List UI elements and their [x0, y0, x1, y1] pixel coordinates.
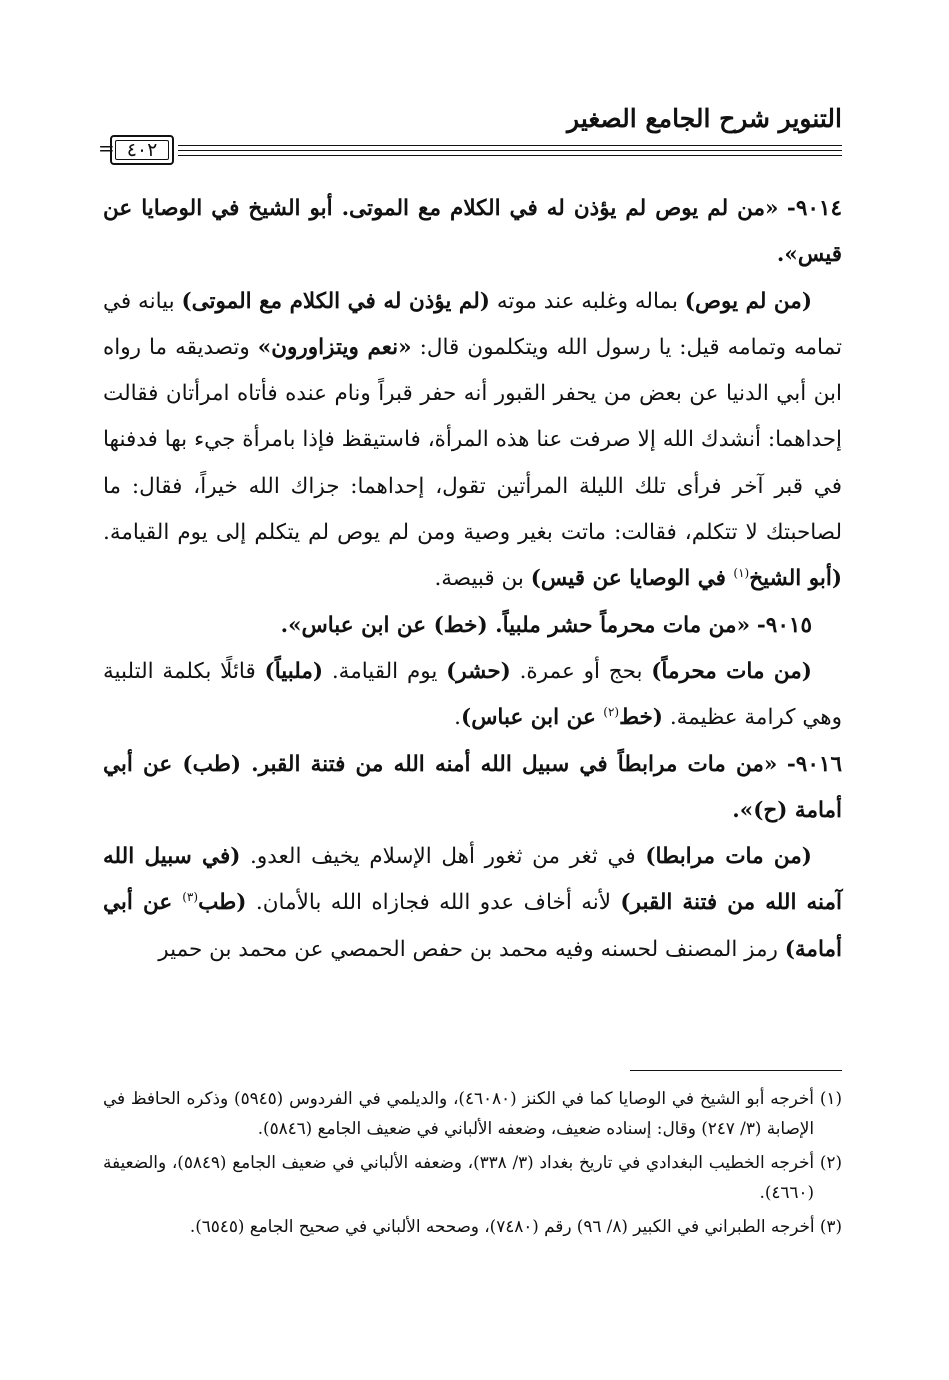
commentary-9016: [103, 834, 842, 973]
footnote-2: (٢) أخرجه الخطيب البغدادي في تاريخ بغداد (٣/ ٣٣٨)، وضعفه الألباني في ضعيف الجامع (٥٨٤٩)، والضعيفة (٤٦٦٠).: [103, 1152, 842, 1202]
matn-quote: (حشر): [446, 658, 511, 684]
source-quote: (أبو الشيخ: [749, 566, 842, 592]
commentary-text: وتصديقه ما رواه ابن أبي الدنيا عن بعض من يحفر القبور أنه حفر قبراً ونام عنده فأتاه امرأتان فقالت إحداهما: أنشدك الله إلا صرفت عنا هذه المرأة، فاستيقظ فإذا بامرأة جيء بها فدفنها في قبر آخر فرأى تلك الليلة المرأتين تقول، إحداهما: جزاك الله خيراً، فقال: ما لصاحبتك لا تتكلم، فقالت: ماتت بغير وصية ومن لم يوص لم يتكلم إلى يوم القيامة.: [103, 334, 842, 546]
ornament-mark: =: [98, 136, 115, 160]
footnote-separator: [630, 1070, 842, 1071]
footnote-1: (١) أخرجه أبو الشيخ في الوصايا كما في الكنز (٤٦٠٨٠)، والديلمي في الفردوس (٥٩٤٥) وذكره الحافظ في الإصابة (٣/ ٢٤٧) وقال: إسناده ضعيف، وضعفه الألباني في ضعيف الجامع (٥٨٤٦).: [103, 1088, 842, 1138]
commentary-text: بن قبيصة.: [434, 566, 531, 592]
hadith-9015: [103, 603, 842, 649]
commentary-9015: [103, 649, 842, 742]
hadith-9014: [103, 186, 842, 279]
header-rule: [178, 145, 842, 146]
hadith-text: «من لم يوص لم يؤذن له في الكلام مع الموتى. أبو الشيخ في الوصايا عن قيس».: [103, 196, 842, 268]
source-quote: (طب: [198, 890, 247, 916]
matn-quote: «نعم ويتزاورون»: [257, 334, 412, 360]
source-quote: عن أبي أمامة): [103, 890, 842, 962]
footnotes: [103, 1083, 842, 1245]
source-quote: في الوصايا عن قيس): [530, 566, 734, 592]
commentary-text: بيانه في تمامه وتمامه قيل: يا رسول الله ويتكلمون قال:: [103, 288, 842, 360]
matn-quote: (من مات محرماً): [651, 658, 812, 684]
hadith-number: ٩٠١٤-: [786, 196, 843, 221]
hadith-number: ٩٠١٦-: [786, 751, 842, 777]
hadith-9016: [103, 742, 842, 835]
footnote-3: (٣) أخرجه الطبراني في الكبير (٨/ ٩٦) رقم (٧٤٨٠)، وصححه الألباني في صحيح الجامع (٦٥٤٥).: [189, 1216, 842, 1236]
commentary-text: بحج أو عمرة.: [510, 658, 652, 684]
header-rule: [178, 155, 842, 156]
source-quote: (خط: [619, 705, 663, 731]
header-rule: [178, 150, 842, 151]
commentary-9014: [103, 279, 842, 603]
commentary-text: قائلًا بكلمة التلبية وهي كرامة عظيمة.: [103, 658, 842, 731]
matn-quote: (من مات مرابطا): [645, 844, 812, 870]
matn-quote: (من لم يوص): [684, 288, 812, 314]
matn-quote: (لم يؤذن له في الكلام مع الموتى): [181, 288, 490, 314]
source-quote: عن ابن عباس): [461, 705, 604, 731]
footnote-ref: (١): [733, 566, 750, 581]
commentary-text: لأنه أخاف عدو الله فجازاه الله بالأمان.: [246, 890, 621, 916]
running-title: التنوير شرح الجامع الصغير: [567, 104, 842, 133]
hadith-text: «من مات مرابطاً في سبيل الله أمنه الله من فتنة القبر. (طب) عن أبي أمامة (ح)».: [103, 751, 842, 823]
commentary-text: .: [454, 705, 462, 731]
page-number-box: [110, 135, 174, 165]
main-text: [103, 186, 842, 973]
page-number: ٤٠٢: [126, 139, 158, 161]
commentary-text: يوم القيامة.: [323, 658, 447, 684]
matn-quote: (ملبياً): [264, 658, 324, 684]
commentary-text: رمز المصنف لحسنه وفيه محمد بن حفص الحمصي عن محمد بن حمير: [158, 936, 785, 962]
hadith-text: «من مات محرماً حشر ملبياً. (خط) عن ابن عباس».: [280, 612, 751, 638]
hadith-number: ٩٠١٥-: [756, 612, 812, 638]
commentary-text: بماله وغلبه عند موته: [489, 288, 685, 314]
matn-quote: (في سبيل الله آمنه الله من فتنة القبر): [103, 844, 842, 916]
footnote-ref: (٢): [603, 705, 620, 720]
commentary-text: في ثغر من ثغور أهل الإسلام يخيف العدو.: [240, 844, 646, 870]
footnote-ref: (٣): [182, 890, 199, 905]
